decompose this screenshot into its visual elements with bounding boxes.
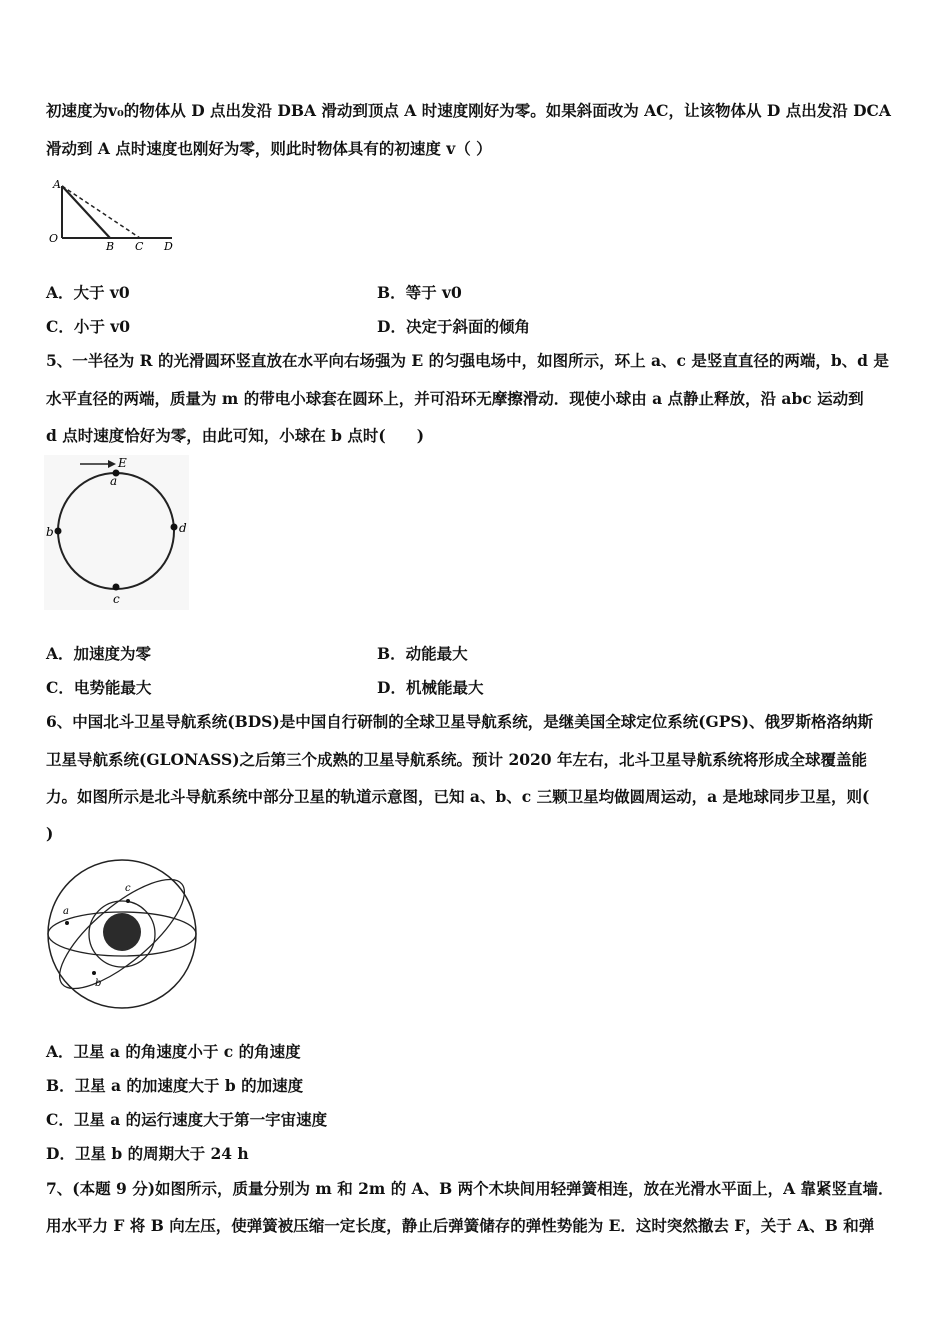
q6-text-line-4: ) bbox=[46, 824, 54, 843]
q4-option-d: D．决定于斜面的倾角 bbox=[377, 317, 530, 336]
q6-orbit-figure bbox=[44, 856, 204, 1016]
q6-text-line-2: 卫星导航系统(GLONASS)之后第三个成熟的卫星导航系统。预计 2020 年左右，北斗卫星导航系统将形成全球覆盖能 bbox=[46, 750, 867, 769]
q4-label-d: D bbox=[164, 240, 173, 253]
q5-option-b: B．动能最大 bbox=[377, 644, 468, 663]
q6-label-c: c bbox=[125, 883, 131, 894]
q7-text-line-1: 7、(本题 9 分)如图所示，质量分别为 m 和 2m 的 A、B 两个木块间用轻弹簧相连，放在光滑水平面上，A 靠紧竖直墙． bbox=[46, 1179, 894, 1198]
q6-label-b: b bbox=[95, 978, 102, 989]
q5-label-a: a bbox=[110, 474, 118, 488]
q5-text-line-2: 水平直径的两端，质量为 m 的带电小球套在圆环上，并可沿环无摩擦滑动．现使小球由 a 点静止释放，沿 abc 运动到 bbox=[46, 389, 864, 408]
q5-option-c: C．电势能最大 bbox=[46, 678, 152, 697]
q4-option-c: C．小于 v0 bbox=[46, 317, 131, 336]
q4-option-b: B．等于 v0 bbox=[377, 283, 462, 302]
q4-label-o: O bbox=[49, 232, 59, 245]
q7-text-line-2: 用水平力 F 将 B 向左压，使弹簧被压缩一定长度，静止后弹簧储存的弹性势能为 E．这时突然撤去 F，关于 A、B 和弹 bbox=[46, 1216, 875, 1235]
q5-option-a: A．加速度为零 bbox=[46, 644, 152, 663]
q4-label-b: B bbox=[106, 240, 115, 253]
q5-label-b: b bbox=[46, 525, 54, 539]
q4-incline-figure bbox=[44, 176, 184, 254]
q5-text-line-1: 5、一半径为 R 的光滑圆环竖直放在水平向右场强为 E 的匀强电场中，如图所示，环上 a、c 是竖直直径的两端，b、d 是 bbox=[46, 351, 889, 370]
q4-text-line-2: 滑动到 A 点时速度也刚好为零，则此时物体具有的初速度 v（ ） bbox=[46, 139, 492, 158]
q4-label-c: C bbox=[135, 240, 144, 253]
q4-option-a: A．大于 v0 bbox=[46, 283, 130, 302]
q6-option-d: D．卫星 b 的周期大于 24 h bbox=[46, 1144, 249, 1163]
q6-text-line-1: 6、中国北斗卫星导航系统(BDS)是中国自行研制的全球卫星导航系统，是继美国全球定位系统(GPS)、俄罗斯格洛纳斯 bbox=[46, 712, 873, 731]
q6-label-a: a bbox=[63, 906, 69, 917]
q6-option-a: A．卫星 a 的角速度小于 c 的角速度 bbox=[46, 1042, 301, 1061]
q6-text-line-3: 力。如图所示是北斗导航系统中部分卫星的轨道示意图，已知 a、b、c 三颗卫星均做圆周运动，a 是地球同步卫星，则( bbox=[46, 787, 870, 806]
q5-ring-figure bbox=[44, 455, 189, 610]
q5-label-e: E bbox=[118, 456, 127, 470]
q5-label-c: c bbox=[113, 592, 120, 606]
q5-label-d: d bbox=[179, 521, 187, 535]
q4-label-a: A bbox=[53, 178, 61, 191]
q6-option-c: C．卫星 a 的运行速度大于第一宇宙速度 bbox=[46, 1110, 328, 1129]
q6-option-b: B．卫星 a 的加速度大于 b 的加速度 bbox=[46, 1076, 304, 1095]
q4-text-line-1: 初速度为v₀的物体从 D 点出发沿 DBA 滑动到顶点 A 时速度刚好为零。如果斜面改为 AC，让该物体从 D 点出发沿 DCA bbox=[46, 101, 891, 120]
q5-text-line-3: d 点时速度恰好为零，由此可知，小球在 b 点时( ) bbox=[46, 426, 425, 445]
q5-option-d: D．机械能最大 bbox=[377, 678, 484, 697]
